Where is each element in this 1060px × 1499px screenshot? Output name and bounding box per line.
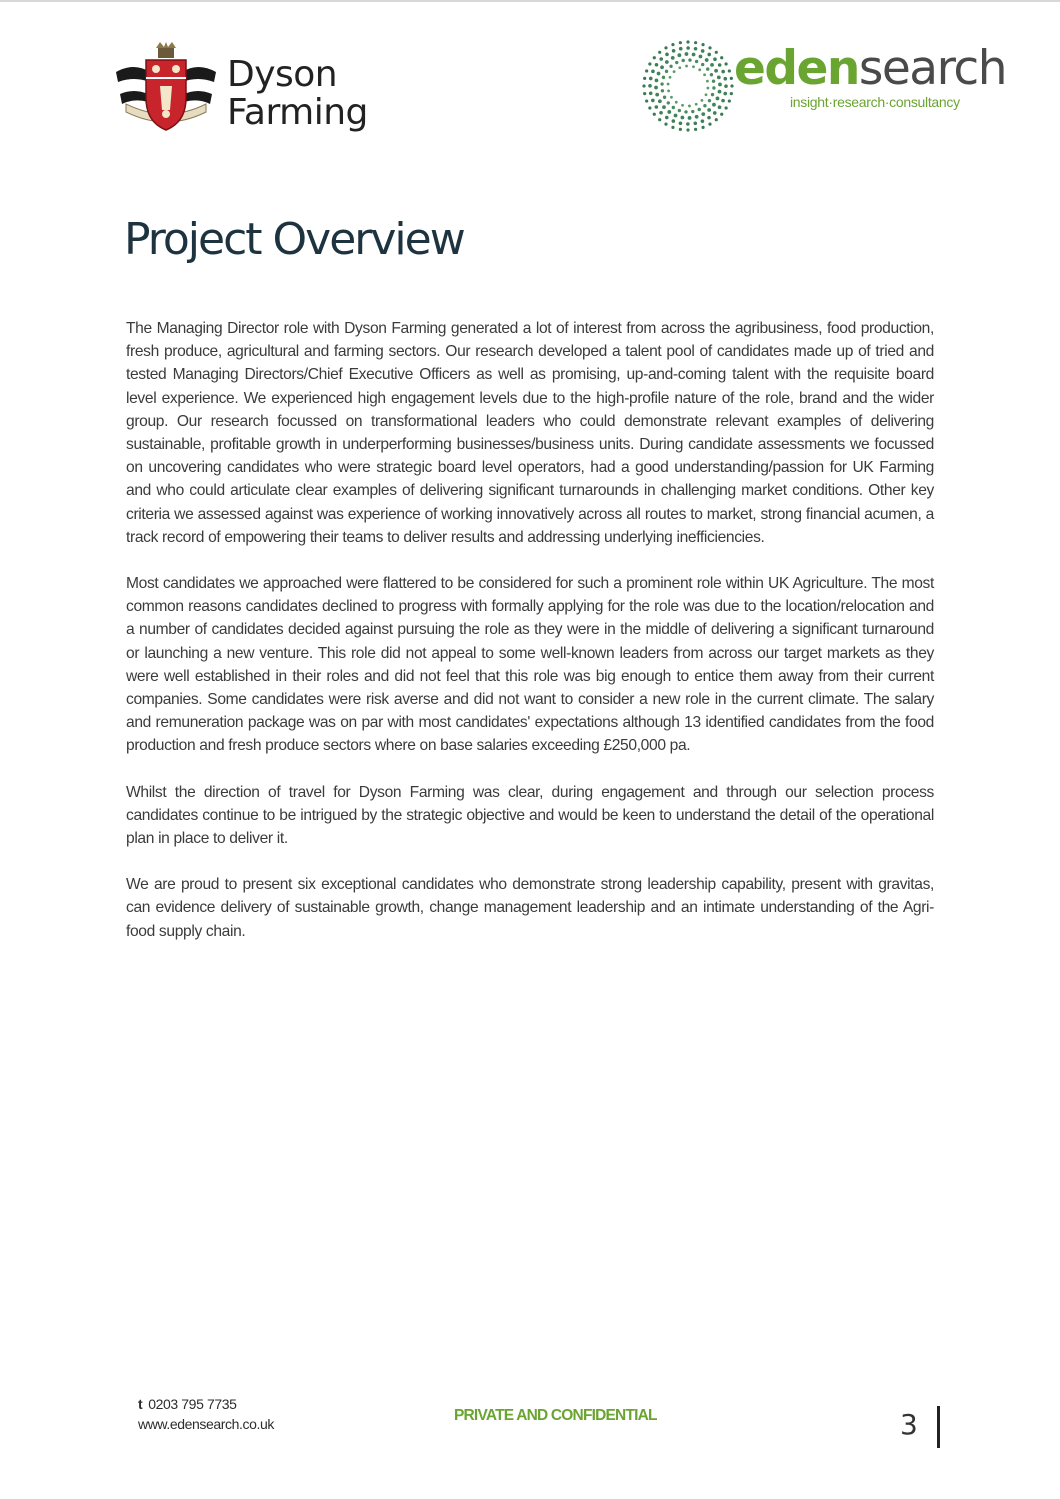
ring-dot bbox=[678, 109, 681, 112]
ring-dot bbox=[648, 84, 652, 88]
ring-dot bbox=[721, 99, 725, 103]
ring-dot bbox=[655, 93, 659, 97]
ring-dot bbox=[706, 80, 709, 83]
edensearch-wordmark bbox=[734, 40, 1006, 98]
ring-dot bbox=[667, 89, 670, 92]
ring-dot bbox=[663, 96, 666, 99]
footer-contact bbox=[138, 1394, 274, 1434]
ring-dot bbox=[707, 116, 711, 120]
ring-dot bbox=[703, 73, 706, 76]
logo-line-1: Dyson bbox=[227, 54, 338, 95]
ring-dot bbox=[682, 59, 685, 62]
ring-dot bbox=[643, 92, 646, 95]
wordmark-eden: eden bbox=[734, 41, 859, 96]
ring-dot bbox=[645, 69, 648, 72]
ring-dot bbox=[730, 77, 733, 80]
footer-phone-line bbox=[138, 1394, 274, 1414]
ring-dot bbox=[728, 69, 731, 72]
ring-dot bbox=[665, 60, 669, 64]
phone-prefix: t bbox=[138, 1396, 143, 1412]
ring-dot bbox=[693, 122, 697, 126]
ring-dot bbox=[698, 108, 701, 111]
dyson-farming-wordmark bbox=[227, 56, 368, 132]
ring-dot bbox=[725, 62, 728, 65]
ring-dot bbox=[707, 53, 711, 57]
dotted-ring-icon bbox=[640, 38, 736, 134]
ring-dot bbox=[672, 119, 676, 123]
ring-dot bbox=[701, 99, 704, 102]
ring-dot bbox=[661, 89, 664, 92]
ring-dot bbox=[669, 65, 672, 68]
ring-dot bbox=[649, 77, 653, 81]
page-number: 3 bbox=[900, 1408, 918, 1441]
ring-dot bbox=[707, 87, 710, 90]
ring-dot bbox=[671, 126, 674, 129]
page-title: Project Overview bbox=[124, 214, 464, 265]
ring-dot bbox=[717, 75, 721, 79]
ring-dot bbox=[708, 123, 711, 126]
top-rule bbox=[0, 0, 1060, 2]
dyson-farming-crest-icon bbox=[114, 42, 218, 138]
dyson-farming-logo bbox=[114, 42, 368, 142]
ring-dot bbox=[658, 118, 661, 121]
ring-dot bbox=[671, 43, 674, 46]
ring-dot bbox=[678, 66, 681, 69]
ring-dot bbox=[645, 99, 648, 102]
ring-dot bbox=[686, 40, 689, 43]
ring-dot bbox=[648, 106, 651, 109]
ring-dot bbox=[720, 56, 723, 59]
ring-dot bbox=[667, 83, 670, 86]
ring-dot bbox=[659, 57, 663, 61]
ring-dot bbox=[707, 108, 711, 112]
ring-dot bbox=[718, 90, 722, 94]
ring-dot bbox=[649, 91, 653, 95]
ring-dot bbox=[679, 41, 682, 44]
ring-dot bbox=[705, 93, 708, 96]
ring-dot bbox=[651, 99, 655, 103]
ring-dot bbox=[701, 112, 705, 116]
edensearch-logo bbox=[640, 38, 1006, 138]
paragraph-4: We are proud to present six exceptional candidates who demonstrate strong leadership capability, present with gravitas, can evidence delivery of sustainable growth, change management leadership and an intimate understanding of the Agri-food supply chain. bbox=[126, 876, 934, 940]
ring-dot bbox=[701, 43, 704, 46]
ring-dot bbox=[651, 70, 655, 74]
ring-dot bbox=[724, 77, 728, 81]
footer-website[interactable]: www.edensearch.co.uk bbox=[138, 1416, 274, 1432]
ring-dot bbox=[670, 96, 673, 99]
ring-dot bbox=[667, 110, 671, 114]
ring-dot bbox=[665, 70, 668, 73]
ring-dot bbox=[714, 69, 718, 73]
ring-dot bbox=[643, 77, 646, 80]
ring-dot bbox=[662, 105, 666, 109]
ring-dot bbox=[671, 56, 675, 60]
ring-dot bbox=[692, 53, 696, 57]
body-text bbox=[126, 317, 934, 966]
paragraph-1: The Managing Director role with Dyson Farming generated a lot of interest from across the agribusiness, food production, fresh produce, agricultural and farming sectors. Our research developed a talent pool of candidates made up of tried and tested Managing Directors/Chief Executive Officers as well as promising, up-and-coming talent with the requisite board level experience. We experienced high engagement levels due to the high-profile nature of the role, brand and the wider group. Our research focussed on transformational leaders who could demonstrate relevant examples of delivering sustainable, profitable growth in underperforming businesses/business units. During candidate assessments we focussed on uncovering candidates who were strategic board level operators, had a good understanding/passion for UK Farming and who could articulate clear examples of delivering significant turnarounds in challenging market conditions. Other key criteria we assessed against was experience of working innovatively across all routes to market, strong financial acumen, a track record of empowering their teams to deliver results and addressing underlying inefficiencies. bbox=[126, 320, 934, 546]
ring-dot bbox=[679, 121, 683, 125]
ring-dot bbox=[692, 65, 695, 68]
ring-dot bbox=[701, 119, 705, 123]
ring-dot bbox=[706, 67, 709, 70]
ring-dot bbox=[715, 118, 718, 121]
ring-dot bbox=[701, 49, 705, 53]
ring-dot bbox=[675, 61, 678, 64]
ring-dot bbox=[730, 92, 733, 95]
ring-dot bbox=[674, 114, 678, 118]
ring-dot bbox=[686, 128, 689, 131]
ring-dot bbox=[665, 53, 669, 57]
ring-dot bbox=[710, 73, 713, 76]
ring-dot bbox=[688, 116, 692, 120]
ring-dot bbox=[695, 60, 698, 63]
ring-dot bbox=[712, 86, 715, 89]
ring-dot bbox=[648, 62, 651, 65]
ring-dot bbox=[669, 76, 672, 79]
ring-dot bbox=[686, 122, 690, 126]
ring-dot bbox=[685, 65, 688, 68]
page-number-divider bbox=[937, 1406, 940, 1448]
ring-dot bbox=[698, 68, 701, 71]
ring-dot bbox=[718, 105, 722, 109]
ring-dot bbox=[664, 46, 667, 49]
ring-dot bbox=[695, 103, 698, 106]
ring-dot bbox=[658, 51, 661, 54]
ring-dot bbox=[718, 83, 722, 87]
ring-dot bbox=[659, 111, 663, 115]
ring-dot bbox=[699, 55, 703, 59]
ring-dot bbox=[694, 128, 697, 131]
ring-dot bbox=[712, 80, 715, 83]
ring-dot bbox=[728, 99, 731, 102]
ring-dot bbox=[681, 116, 685, 120]
ring-dot bbox=[681, 104, 684, 107]
ring-dot bbox=[679, 128, 682, 131]
ring-dot bbox=[675, 101, 678, 104]
ring-dot bbox=[703, 104, 706, 107]
ring-dot bbox=[711, 93, 714, 96]
ring-dot bbox=[655, 79, 659, 83]
ring-dot bbox=[720, 113, 723, 116]
confidential-label: PRIVATE AND CONFIDENTIAL bbox=[454, 1407, 657, 1424]
ring-dot bbox=[688, 105, 691, 108]
ring-dot bbox=[677, 53, 681, 57]
ring-dot bbox=[716, 97, 720, 101]
ring-dot bbox=[723, 92, 727, 96]
ring-dot bbox=[695, 115, 699, 119]
ring-dot bbox=[655, 105, 659, 109]
ring-dot bbox=[679, 47, 683, 51]
ring-dot bbox=[672, 49, 676, 53]
phone-number[interactable]: 0203 795 7735 bbox=[148, 1396, 237, 1412]
ring-dot bbox=[654, 86, 658, 90]
ring-dot bbox=[710, 63, 714, 67]
ring-dot bbox=[724, 84, 728, 88]
ring-dot bbox=[721, 70, 725, 74]
ring-dot bbox=[713, 57, 717, 61]
ring-dot bbox=[653, 113, 656, 116]
ring-dot bbox=[660, 82, 663, 85]
ring-dot bbox=[655, 63, 659, 67]
ring-dot bbox=[705, 58, 709, 62]
ring-dot bbox=[664, 123, 667, 126]
ring-dot bbox=[672, 106, 675, 109]
ring-dot bbox=[713, 111, 717, 115]
ring-dot bbox=[712, 103, 716, 107]
ring-dot bbox=[708, 46, 711, 49]
ring-dot bbox=[684, 110, 687, 113]
edensearch-tagline: insight·research·consultancy bbox=[790, 94, 960, 110]
ring-dot bbox=[673, 70, 676, 73]
ring-dot bbox=[653, 56, 656, 59]
ring-dot bbox=[685, 52, 689, 56]
ring-dot bbox=[715, 51, 718, 54]
ring-dot bbox=[657, 72, 661, 76]
ring-dot bbox=[658, 99, 662, 103]
ring-dot bbox=[642, 84, 645, 87]
paragraph-3: Whilst the direction of travel for Dyson Farming was clear, during engagement and through our selection process candidates continue to be intrigued by the strategic objective and would be keen to understand the detail of the operational plan in place to deliver it. bbox=[126, 783, 934, 848]
logo-line-2: Farming bbox=[227, 92, 368, 133]
ring-dot bbox=[688, 58, 691, 61]
ring-dot bbox=[691, 110, 694, 113]
ring-dot bbox=[718, 63, 722, 67]
ring-dot bbox=[701, 126, 704, 129]
ring-dot bbox=[665, 116, 669, 120]
ring-dot bbox=[662, 76, 665, 79]
paragraph-2: Most candidates we approached were flattered to be considered for such a prominent role within UK Agriculture. The most common reasons candidates declined to progress with formally applying for the role was due to the location/relocation and a number of candidates decided against pursuing the role as they were in the middle of delivering a significant turnaround or launching a new venture. This role did not appeal to some well-known leaders from across our target markets as they were well established in their roles and did not feel that this role was big enough to entice them away from their current companies. Some candidates were risk averse and did not want to consider a new role in the current climate. The salary and remuneration package was on par with most candidates' expectations although 13 identified candidates from the food production and fresh produce sectors where on base salaries exceeding £250,000 pa. bbox=[126, 575, 934, 755]
ring-dot bbox=[667, 101, 670, 104]
ring-dot bbox=[708, 99, 711, 102]
wordmark-search: search bbox=[858, 41, 1006, 96]
ring-dot bbox=[701, 63, 704, 66]
ring-dot bbox=[660, 65, 664, 69]
ring-dot bbox=[694, 47, 698, 51]
ring-dot bbox=[694, 41, 697, 44]
ring-dot bbox=[725, 106, 728, 109]
ring-dot bbox=[686, 46, 690, 50]
